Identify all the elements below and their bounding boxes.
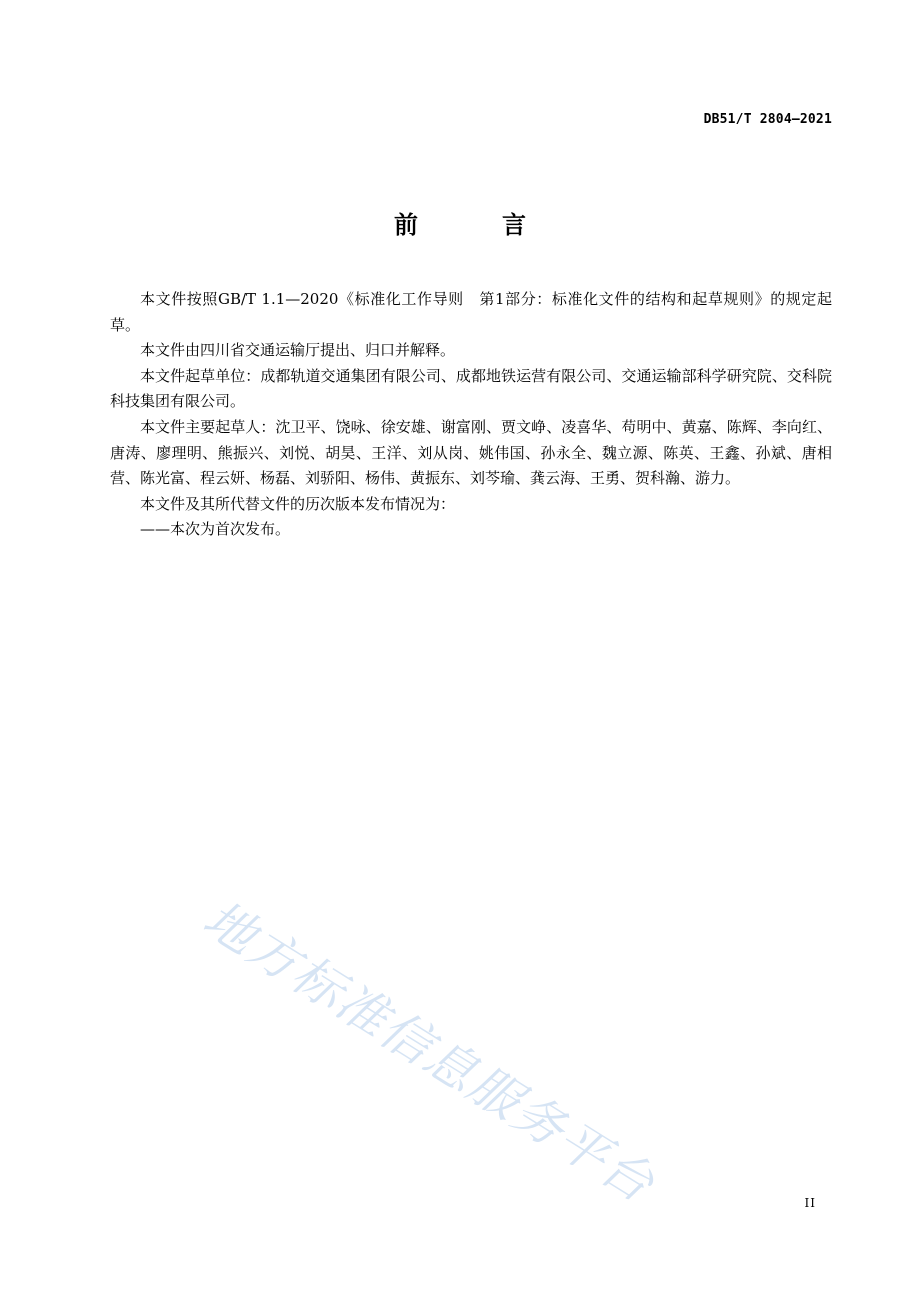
- foreword-body: [110, 287, 832, 543]
- paragraph-drafting-rules: 本文件按照GB/T 1.1—2020《标准化工作导则 第1部分：标准化文件的结构和起草规则》的规定起草。: [110, 290, 832, 334]
- page-title: 前 言: [394, 211, 556, 239]
- paragraph-proposer: 本文件由四川省交通运输厅提出、归口并解释。: [140, 341, 456, 360]
- paragraph-drafters: 本文件主要起草人：沈卫平、饶咏、徐安雄、谢富刚、贾文峥、凌喜华、苟明中、黄嘉、陈辉、李向红、唐涛、廖理明、熊振兴、刘悦、胡昊、王洋、刘从岗、姚伟国、孙永全、魏立源、陈英、王鑫、孙斌、唐相营、陈光富、程云妍、杨磊、刘骄阳、杨伟、黄振东、刘芩瑜、龚云海、王勇、贺科瀚、游力。: [110, 417, 832, 488]
- document-code: DB51/T 2804—2021: [703, 112, 832, 127]
- page-number: II: [804, 1196, 816, 1210]
- watermark: 地方标准信息服务平台: [193, 889, 666, 1215]
- paragraph-drafting-units: 本文件起草单位：成都轨道交通集团有限公司、成都地铁运营有限公司、交通运输部科学研究院、交科院科技集团有限公司。: [110, 366, 832, 411]
- paragraph-first-release: ——本次为首次发布。: [140, 520, 291, 539]
- paragraph-version-history: 本文件及其所代替文件的历次版本发布情况为：: [140, 494, 456, 513]
